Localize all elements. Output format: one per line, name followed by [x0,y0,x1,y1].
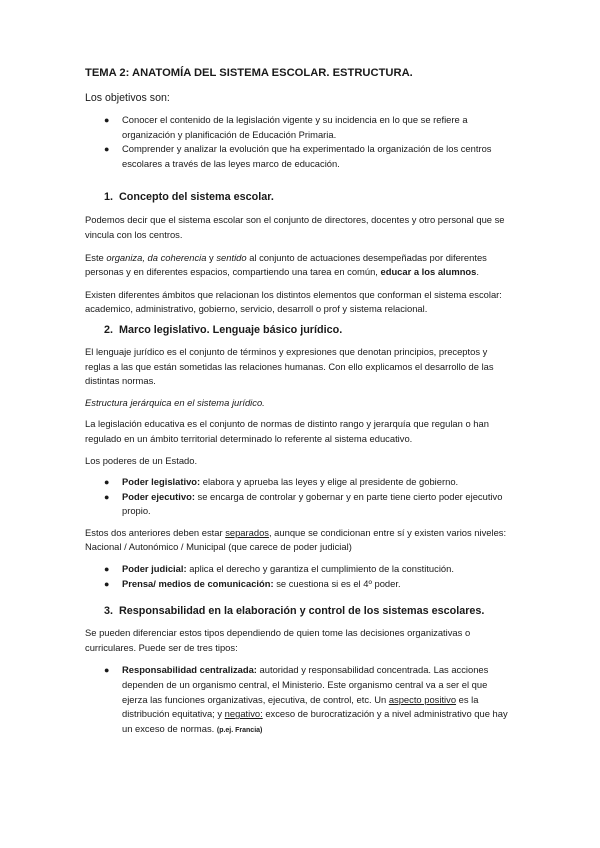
list-item: ● Poder judicial: aplica el derecho y garantiza el cumplimiento de la constitución. [85,562,515,577]
objectives-list [85,113,515,171]
powers-list-2 [85,562,515,591]
section-3-heading: 3. Responsabilidad en la elaboración y control de los sistemas escolares. [104,605,485,618]
list-item: ● Poder legislativo: elabora y aprueba las leyes y elige al presidente de gobierno. [85,475,515,490]
bullet-icon: ● [104,578,110,589]
bullet-icon: ● [104,144,110,155]
document-title: TEMA 2: ANATOMÍA DEL SISTEMA ESCOLAR. ESTRUCTURA. [85,67,413,79]
bullet-icon: ● [104,564,110,575]
list-item: ● Responsabilidad centralizada: autoridad y responsabilidad concentrada. Las acciones dependen de un organismo central, el Ministerio. Este organismo central va a ser el que ejerza las funciones organizativas, ejecutiva, de control, etc. Un aspecto positivo es la distribución equitativa; y negativo: exceso de burocratización y a nivel administrativo que hay un exceso de normas. (p.ej. Francia) [104,664,508,734]
list-item: ● Prensa/ medios de comunicación: se cuestiona si es el 4º poder. [85,577,515,592]
bullet-icon: ● [104,491,110,502]
paragraph: Este organiza, da coherencia y sentido al conjunto de actuaciones desempeñadas por diferentes personas y en diferentes espacios, compartiendo una tarea en común, educar a los alumnos. [85,251,487,278]
responsibility-list [85,663,515,738]
subheading: Estructura jerárquica en el sistema jurídico. [85,396,265,408]
section-2-heading: 2. Marco legislativo. Lenguaje básico jurídico. [104,323,343,336]
list-item: ● Conocer el contenido de la legislación vigente y su incidencia en lo que se refiere a organización y planificación de Educación Primaria. [104,114,468,140]
powers-list [85,475,515,519]
bullet-icon: ● [104,115,110,125]
document-page [85,66,515,738]
bullet-icon: ● [104,665,110,676]
list-item: ● Poder ejecutivo: se encarga de controlar y gobernar y en parte tiene cierto poder ejecutivo propio. [104,490,503,517]
paragraph: Estos dos anteriores deben estar separados, aunque se condicionan entre sí y existen varios niveles: Nacional / Autonómico / Municipal (que carece de poder judicial) [85,526,507,553]
paragraph: Podemos decir que el sistema escolar son el conjunto de directores, docentes y otro personal que se vincula con los centros. [85,214,505,240]
paragraph: Los poderes de un Estado. [85,454,198,466]
paragraph: Se pueden diferenciar estos tipos dependiendo de quien tome las decisiones organizativas o curriculares. Puede ser de tres tipos: [85,627,471,653]
paragraph: La legislación educativa es el conjunto de normas de distinto rango y jerarquía que regulan o han regulado en un ámbito territorial determinado lo referente al sistema educativo. [85,418,489,444]
list-item: ● Comprender y analizar la evolución que ha experimentado la organización de los centros escolares a través de las leyes marco de educación. [104,143,492,169]
paragraph: Existen diferentes ámbitos que relacionan los distintos elementos que conforman el sistema escolar: academico, administrativo, gobierno, servicio, desarroll o prof y sistema relacional. [85,288,502,315]
objectives-intro: Los objetivos son: [85,92,170,104]
paragraph: El lenguaje jurídico es el conjunto de términos y expresiones que denotan principios, preceptos y reglas a las que están sometidas las relaciones humanas. Con ello explicamos el desarrollo de las distintas normas. [85,345,494,387]
section-1-heading: 1. Concepto del sistema escolar. [104,191,274,204]
bullet-icon: ● [104,477,110,488]
